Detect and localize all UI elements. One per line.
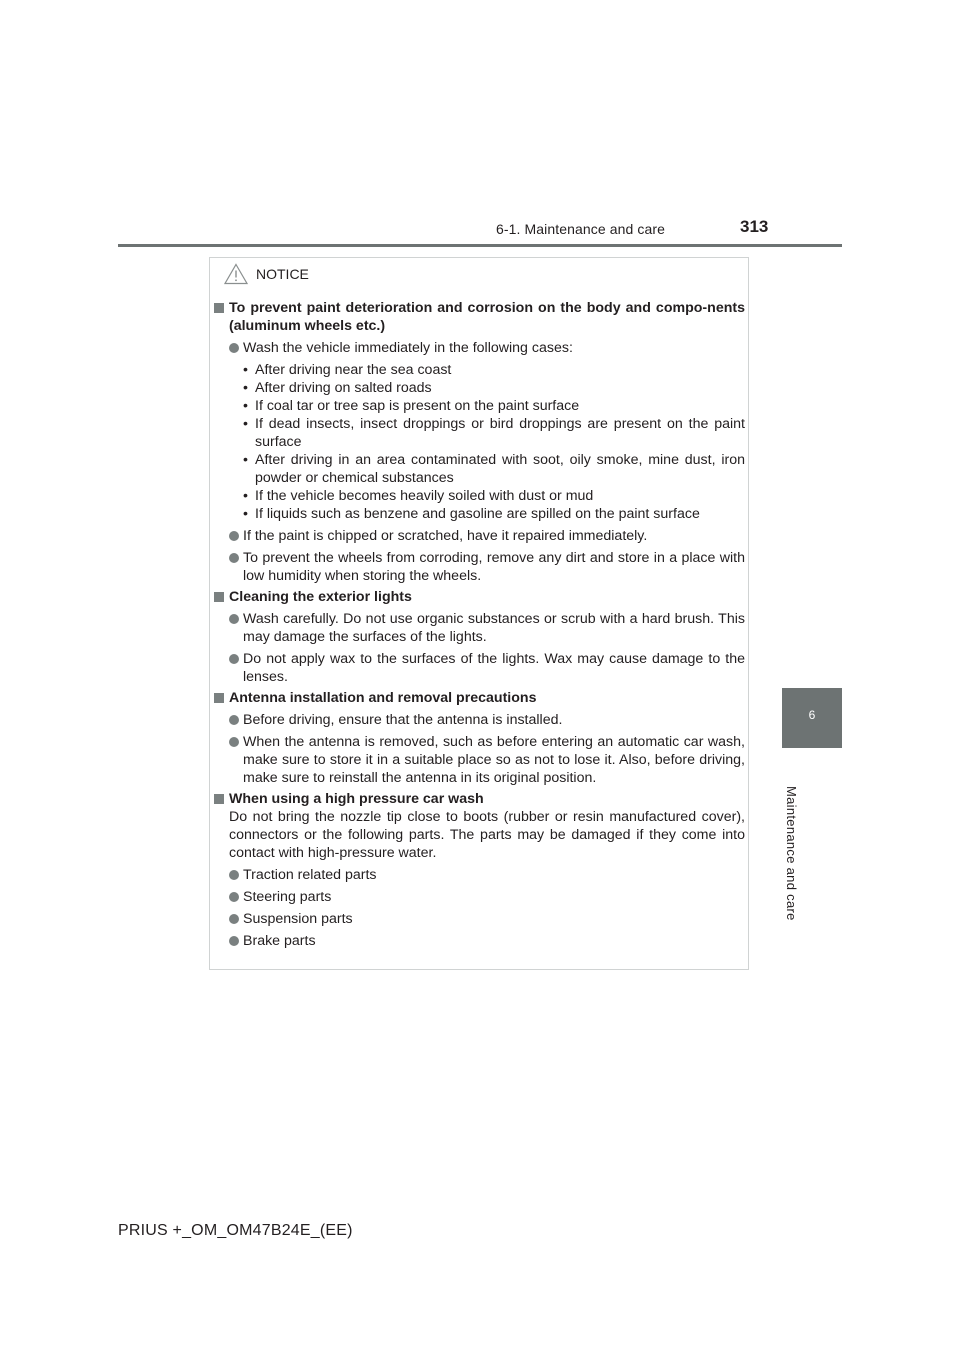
sub-list-item-text: If the vehicle becomes heavily soiled with dust or mud	[255, 488, 594, 504]
square-bullet-icon	[214, 592, 224, 602]
round-bullet-icon	[229, 914, 239, 924]
list-item	[229, 910, 745, 928]
list-item	[229, 733, 745, 787]
list-item-text: Suspension parts	[243, 911, 353, 927]
sub-list-item-text: If coal tar or tree sap is present on the paint surface	[255, 398, 580, 414]
sub-list-item-text: If dead insects, insect droppings or bird droppings are present on the paint surface	[255, 416, 745, 450]
dot-icon: •	[243, 380, 248, 396]
chapter-number: 6	[808, 708, 816, 722]
list-item	[229, 888, 745, 906]
document-id: PRIUS +_OM_OM47B24E_(EE)	[118, 1222, 353, 1239]
round-bullet-icon	[229, 870, 239, 880]
list-item-text: Brake parts	[243, 933, 316, 949]
list-item-text: When the antenna is removed, such as before entering an automatic car wash, make sure to store it in a suitable place so as not to lose it. Also, before driving, make sure to reinstall the antenna in its original position.	[243, 734, 745, 786]
list-item	[229, 932, 745, 950]
dot-icon: •	[243, 506, 248, 522]
list-item-text: Wash carefully. Do not use organic substances or scrub with a hard brush. This may damage the surfaces of the lights.	[243, 611, 745, 645]
list-item-text: Traction related parts	[243, 867, 377, 883]
list-item	[229, 610, 745, 646]
notice-section	[213, 790, 745, 950]
section-title: To prevent paint deterioration and corrosion on the body and compo-nents (aluminum wheels etc.)	[229, 300, 745, 334]
page-number: 313	[740, 217, 769, 236]
round-bullet-icon	[229, 531, 239, 541]
round-bullet-icon	[229, 614, 239, 624]
sub-list-item-text: After driving on salted roads	[255, 380, 432, 396]
notice-header	[224, 262, 309, 286]
chapter-label: Maintenance and care	[784, 786, 799, 921]
list-item-text: Wash the vehicle immediately in the following cases:	[243, 340, 573, 356]
list-item-text: Steering parts	[243, 889, 332, 905]
sub-list-item-text: After driving in an area contaminated with soot, oily smoke, mine dust, iron powder or chemical substances	[255, 452, 745, 486]
sub-list-item	[243, 361, 745, 379]
notice-title: NOTICE	[256, 266, 309, 282]
list-item-text: To prevent the wheels from corroding, remove any dirt and store in a place with low humidity when storing the wheels.	[243, 550, 745, 584]
sub-list-item	[243, 415, 745, 451]
section-title: Cleaning the exterior lights	[229, 589, 412, 605]
round-bullet-icon	[229, 343, 239, 353]
list-item	[229, 339, 745, 523]
notice-content	[213, 299, 745, 953]
warning-triangle-icon	[224, 263, 248, 285]
notice-section	[213, 299, 745, 585]
notice-section	[213, 689, 745, 787]
list-item-text: Before driving, ensure that the antenna is installed.	[243, 712, 563, 728]
section-title: Antenna installation and removal precautions	[229, 690, 537, 706]
header-rule	[118, 244, 842, 247]
list-item	[229, 650, 745, 686]
dot-icon: •	[243, 362, 248, 378]
round-bullet-icon	[229, 737, 239, 747]
dot-icon: •	[243, 416, 248, 432]
chapter-tab[interactable]	[782, 688, 842, 748]
dot-icon: •	[243, 452, 248, 468]
sub-list-item	[243, 379, 745, 397]
square-bullet-icon	[214, 693, 224, 703]
sub-list-item	[243, 487, 745, 505]
round-bullet-icon	[229, 936, 239, 946]
square-bullet-icon	[214, 303, 224, 313]
section-header: 6-1. Maintenance and care	[496, 221, 666, 237]
round-bullet-icon	[229, 654, 239, 664]
list-item-text: Do not apply wax to the surfaces of the lights. Wax may cause damage to the lenses.	[243, 651, 745, 685]
round-bullet-icon	[229, 553, 239, 563]
list-item	[229, 549, 745, 585]
round-bullet-icon	[229, 715, 239, 725]
list-item	[229, 527, 745, 545]
list-item	[229, 711, 745, 729]
dot-icon: •	[243, 398, 248, 414]
section-title: When using a high pressure car wash	[229, 791, 484, 807]
round-bullet-icon	[229, 892, 239, 902]
sub-list	[229, 361, 745, 523]
sub-list-item	[243, 451, 745, 487]
list-item	[229, 866, 745, 884]
notice-section	[213, 588, 745, 686]
section-paragraph: Do not bring the nozzle tip close to boots (rubber or resin manufactured cover), connectors or the following parts. The parts may be damaged if they come into contact with high-pressure water.	[229, 809, 745, 861]
sub-list-item	[243, 397, 745, 415]
sub-list-item-text: After driving near the sea coast	[255, 362, 452, 378]
square-bullet-icon	[214, 794, 224, 804]
sub-list-item	[243, 505, 745, 523]
sub-list-item-text: If liquids such as benzene and gasoline are spilled on the paint surface	[255, 506, 700, 522]
dot-icon: •	[243, 488, 248, 504]
list-item-text: If the paint is chipped or scratched, have it repaired immediately.	[243, 528, 648, 544]
